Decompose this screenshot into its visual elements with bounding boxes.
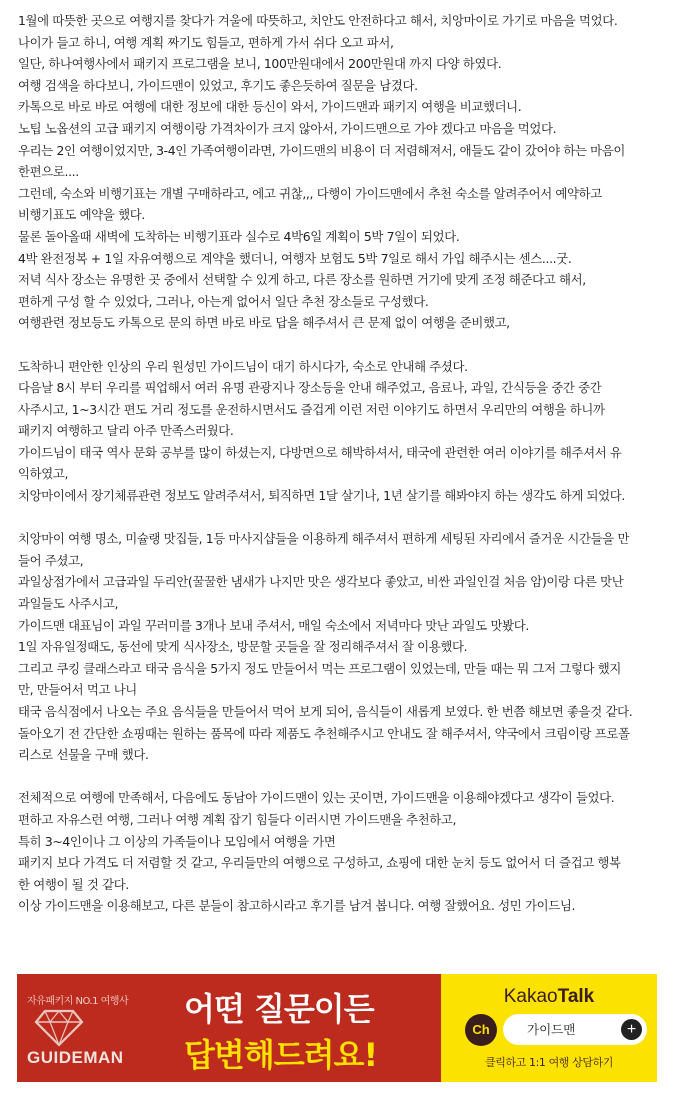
channel-icon: Ch xyxy=(465,1014,497,1046)
consultation-banner[interactable] xyxy=(17,974,657,1082)
review-text xyxy=(18,10,666,917)
review-line: 저녁 식사 장소는 유명한 곳 중에서 선택할 수 있게 하고, 다른 장소를 원하면 거기에 맞게 조정 해준다고 해서, xyxy=(18,272,586,288)
review-line: 전체적으로 여행에 만족해서, 다음에도 동남아 가이드맨이 있는 곳이면, 가이드맨을 이용해야겠다고 생각이 들었다. xyxy=(18,790,615,806)
paragraph-gap xyxy=(18,334,666,356)
review-line: 일단, 하나여행사에서 패키지 프로그램을 보니, 100만원대에서 200만원대 까지 다양 하였다. xyxy=(18,56,502,72)
kakaotalk-logo: KakaoTalk xyxy=(503,986,595,1007)
review-line: 카톡으로 바로 바로 여행에 대한 정보에 대한 등신이 와서, 가이드맨과 패키지 여행을 비교했더니. xyxy=(18,99,522,115)
channel-name: 가이드맨 xyxy=(527,1022,576,1037)
review-line: 가이드맨 대표님이 과일 꾸러미를 3개나 보내 주셔서, 매일 숙소에서 저녁마다 맛난 과일도 맛봤다. xyxy=(18,617,529,633)
review-line: 우리는 2인 여행이었지만, 3-4인 가족여행이라면, 가이드맨의 비용이 더 저렴해져서, 애들도 같이 갔어야 하는 마음이 xyxy=(18,142,626,158)
review-line: 패키지 보다 가격도 더 저렴할 것 같고, 우리들만의 여행으로 구성하고, 쇼핑에 대한 눈치 등도 없어서 더 즐겁고 행복 xyxy=(18,855,621,871)
banner-ad-left[interactable] xyxy=(17,974,441,1082)
review-line: 노팁 노옵션의 고급 패키지 여행이랑 가격차이가 크지 않아서, 가이드맨으로 가야 겠다고 마음을 먹었다. xyxy=(18,120,557,136)
review-line: 1일 자유일정때도, 동선에 맞게 식사장소, 방문할 곳들을 잘 정리해주셔서 잘 이용했다. xyxy=(18,639,468,655)
review-line: 돌아오기 전 간단한 쇼핑때는 원하는 품목에 따라 제품도 추천해주시고 안내도 잘 해주셔서, 약국에서 크림이랑 프로폴 xyxy=(18,725,630,741)
review-line: 비행기표도 예약을 했다. xyxy=(18,207,145,223)
review-line: 물론 돌아올때 새벽에 도착하는 비행기표라 실수로 4박6일 계획이 5박 7일이 되었다. xyxy=(18,228,460,244)
review-line: 리스로 선물을 구매 했다. xyxy=(18,747,149,763)
review-line: 1월에 따뜻한 곳으로 여행지를 찾다가 겨울에 따뜻하고, 치안도 안전하다고 해서, 치앙마이로 가기로 마음을 먹었다. xyxy=(18,13,618,28)
guideman-logo-icon xyxy=(33,1008,85,1048)
banner-tagline: 자유패키지 NO.1 여행사 xyxy=(27,996,129,1007)
paragraph-gap xyxy=(18,507,666,529)
review-line: 편하게 구성 할 수 있었다, 그러나, 아는게 없어서 일단 추천 장소들로 구성했다. xyxy=(18,293,429,309)
review-line: 그리고 쿠킹 클래스라고 태국 음식을 5가지 정도 만들어서 먹는 프로그램이 있었는데, 만들 때는 뭐 그저 그렇다 했지 xyxy=(18,660,622,676)
review-line: 도착하니 편안한 인상의 우리 원성민 가이드님이 대기 하시다가, 숙소로 안내해 주셨다. xyxy=(18,358,468,374)
brand-name: GUIDEMAN xyxy=(27,1048,124,1067)
consult-cta-text: 클릭하고 1:1 여행 상담하기 xyxy=(484,1056,614,1069)
review-line: 여행 검색을 하다보니, 가이드맨이 있었고, 후기도 좋은듯하여 질문을 남겼다. xyxy=(18,77,418,93)
review-line: 한 여행이 될 것 같다. xyxy=(18,876,129,892)
review-line: 이상 가이드맨을 이용해보고, 다른 분들이 참고하시라고 후기를 남겨 봅니다. 여행 잘했어요. 성민 가이드님. xyxy=(18,898,576,914)
review-line: 과일상점가에서 고급과일 두리안(꿀꿀한 냄새가 나지만 맛은 생각보다 좋았고, 비싼 과일인걸 처음 암)이랑 다른 맛난 xyxy=(18,574,624,590)
banner-headline-line2: 답변해드려요! xyxy=(184,1036,378,1074)
review-line: 여행관련 정보등도 카톡으로 문의 하면 바로 바로 답을 해주셔서 큰 문제 없이 여행을 준비했고, xyxy=(18,315,510,331)
review-line: 익하였고, xyxy=(18,466,69,482)
paragraph-gap xyxy=(18,766,666,788)
review-line: 한편으로.... xyxy=(18,164,79,180)
add-channel-button[interactable] xyxy=(503,1014,647,1045)
review-line: 그런데, 숙소와 비행기표는 개별 구매하라고, 에고 귀찮,,, 다행이 가이드맨에서 추천 숙소를 알려주어서 예약하고 xyxy=(18,185,602,201)
review-line: 들어 주셨고, xyxy=(18,552,84,568)
review-line: 편하고 자유스런 여행, 그러나 여행 계획 잡기 힘들다 이러시면 가이드맨을 추천하고, xyxy=(18,811,457,827)
banner-headline-line1: 어떤 질문이든 xyxy=(184,990,374,1028)
review-line: 다음날 8시 부터 우리를 픽업해서 여러 유명 관광지나 장소등을 안내 해주었고, 음료나, 과일, 간식등을 중간 중간 xyxy=(18,380,602,396)
review-line: 과일들도 사주시고, xyxy=(18,596,119,612)
review-line: 4박 완전정복 + 1일 자유여행으로 계약을 했더니, 여행자 보험도 5박 7일로 해서 가입 해주시는 센스....굿. xyxy=(18,250,572,266)
review-line: 패키지 여행하고 달리 아주 만족스러웠다. xyxy=(18,423,234,439)
review-line: 가이드님이 태국 역사 문화 공부를 많이 하셨는지, 다방면으로 해박하셔서, 태국에 관련한 여러 이야기를 해주셔서 유 xyxy=(18,444,622,460)
review-line: 치앙마이 여행 명소, 미슐랭 맛집들, 1등 마사지샵들을 이용하게 해주셔서 편하게 세팅된 자리에서 즐거운 시간들을 만 xyxy=(18,531,630,547)
review-line: 사주시고, 1~3시간 편도 거리 정도를 운전하시면서도 즐겁게 이런 저런 이야기도 하면서 우리만의 여행을 하니까 xyxy=(18,401,605,417)
review-line: 태국 음식점에서 나오는 주요 음식들을 만들어서 먹어 보게 되어, 음식들이 새롭게 보였다. 한 번쯤 해보면 좋을것 같다. xyxy=(18,704,633,719)
review-line: 나이가 들고 하니, 여행 계획 짜기도 힘들고, 편하게 가서 쉬다 오고 파서, xyxy=(18,34,394,50)
review-line: 치앙마이에서 장기체류관련 정보도 알려주셔서, 퇴직하면 1달 살기나, 1년 살기를 해봐야지 하는 생각도 하게 되었다. xyxy=(18,488,625,504)
plus-icon[interactable]: + xyxy=(621,1019,642,1040)
kakaotalk-channel-panel[interactable] xyxy=(441,974,657,1082)
review-line: 특히 3~4인이나 그 이상의 가족들이나 모임에서 여행을 가면 xyxy=(18,833,336,849)
review-line: 만, 만들어서 먹고 나니 xyxy=(18,682,137,698)
